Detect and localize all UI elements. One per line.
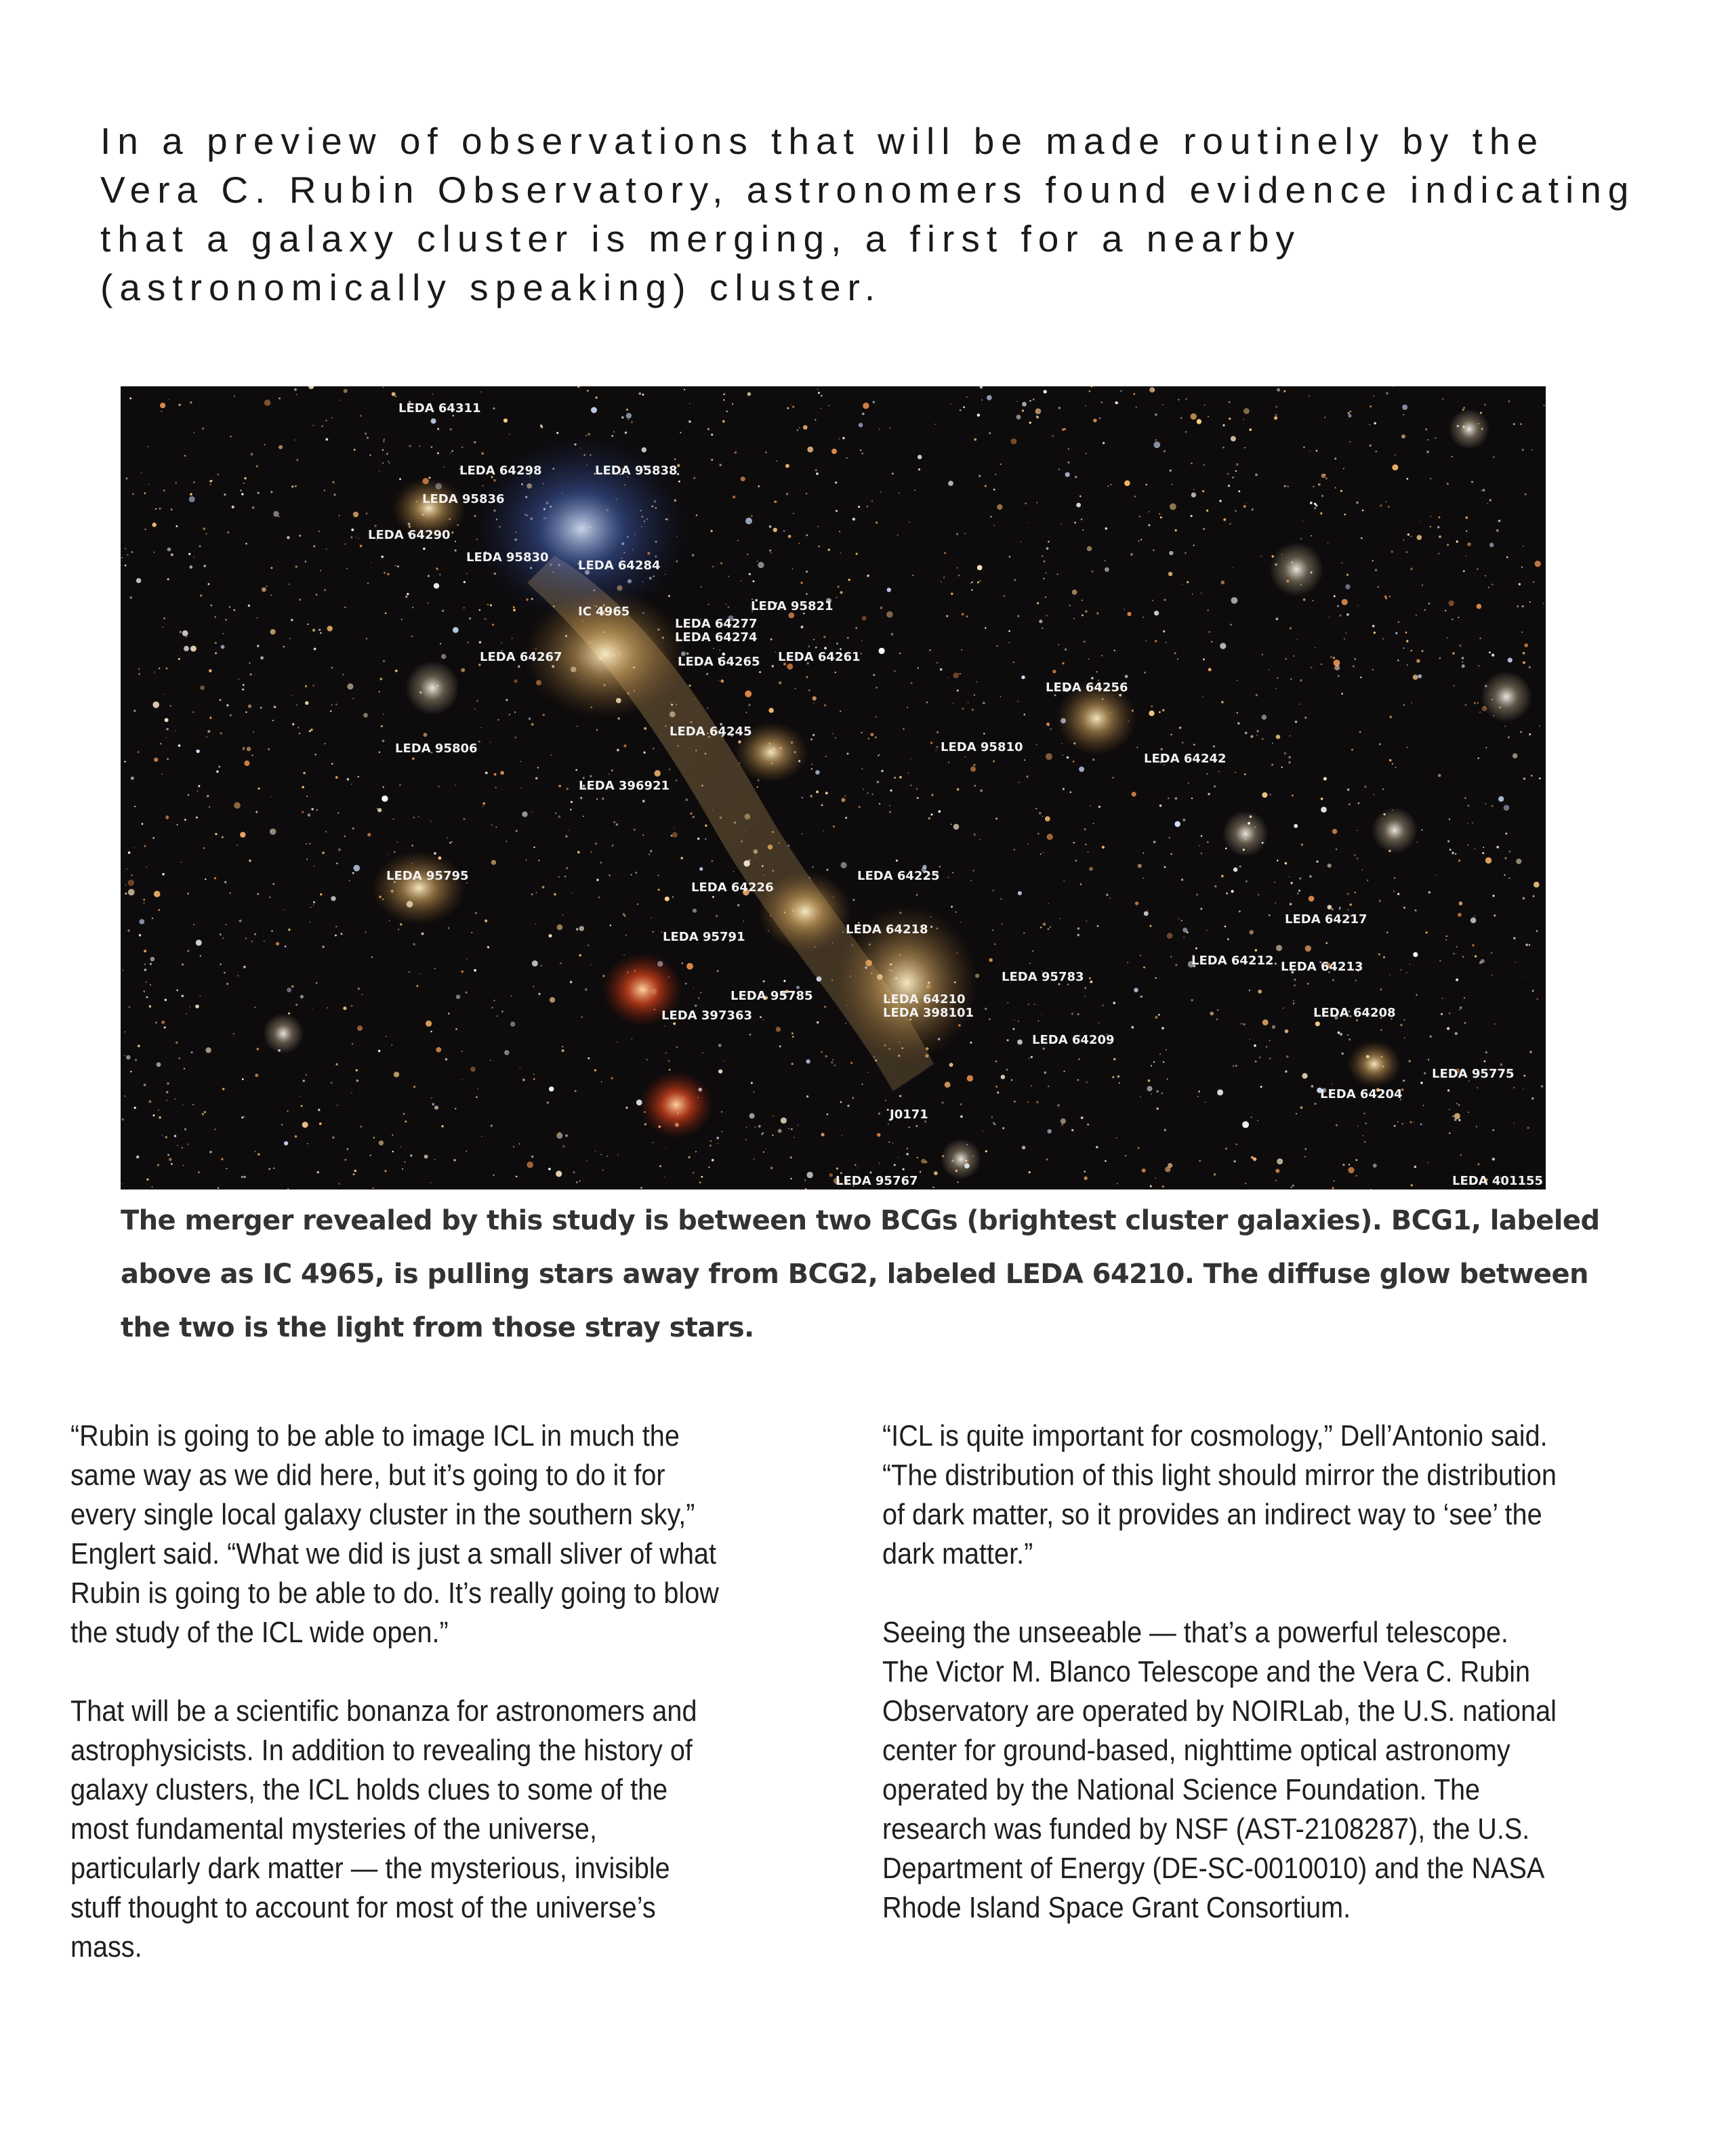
galaxy-cluster-image (121, 386, 1546, 1189)
galaxy-label: LEDA 95785 (731, 989, 813, 1003)
galaxy-label: LEDA 95775 (1432, 1067, 1515, 1081)
intro-line: (astronomically speaking) cluster. (100, 266, 882, 308)
galaxy-label: LEDA 95767 (836, 1174, 918, 1188)
paragraph (882, 1417, 1695, 1574)
galaxy-label: LEDA 95795 (386, 869, 469, 883)
text-line: “ICL is quite important for cosmology,” Dell’Antonio said. (882, 1419, 1548, 1452)
text-line: the study of the ICL wide open.” (70, 1616, 449, 1649)
text-line: center for ground-based, nighttime optical astronomy (882, 1734, 1510, 1767)
text-line: astrophysicists. In addition to revealing the history of (70, 1734, 693, 1767)
galaxy-label: LEDA 95783 (1002, 970, 1084, 984)
galaxy-label: LEDA 64218 (846, 922, 928, 937)
text-line: stuff thought to account for most of the universe’s (70, 1891, 656, 1924)
text-line: That will be a scientific bonanza for astronomers and (70, 1694, 697, 1728)
galaxy-label: LEDA 398101 (883, 1006, 974, 1020)
text-line: of dark matter, so it provides an indirect way to ‘see’ the (882, 1498, 1542, 1531)
caption-line: above as IC 4965, is pulling stars away from BCG2, labeled LEDA 64210. The diffuse glow between (121, 1259, 1588, 1290)
bright-star (1481, 671, 1532, 723)
galaxy-label: IC 4965 (578, 605, 630, 619)
right-column (882, 1417, 1695, 1928)
galaxy-label: LEDA 64245 (670, 725, 752, 739)
galaxy-label: LEDA 64217 (1285, 912, 1367, 927)
text-line: Seeing the unseeable — that’s a powerful telescope. (882, 1616, 1508, 1649)
galaxy-label: LEDA 64210 (883, 992, 966, 1006)
galaxy-label: LEDA 64265 (678, 655, 760, 669)
bright-star (1449, 409, 1489, 449)
text-line: “Rubin is going to be able to image ICL in much the (70, 1419, 680, 1452)
galaxy-label: LEDA 95838 (595, 464, 678, 478)
galaxy-label: LEDA 401155 (1452, 1174, 1544, 1188)
figure-caption (121, 1194, 1611, 1355)
text-line: galaxy clusters, the ICL holds clues to some of the (70, 1773, 668, 1806)
text-line: Rhode Island Space Grant Consortium. (882, 1891, 1351, 1924)
intro-line: that a galaxy cluster is merging, a first for a nearby (100, 218, 1301, 260)
text-line: “The distribution of this light should mirror the distribution (882, 1459, 1557, 1492)
text-line: particularly dark matter — the mysterious, invisible (70, 1852, 670, 1885)
galaxy-label: J0171 (890, 1107, 928, 1122)
bright-star (263, 1013, 304, 1054)
galaxy-label: LEDA 64225 (857, 869, 940, 883)
text-line: operated by the National Science Foundation. The (882, 1773, 1481, 1806)
galaxy-label: LEDA 95830 (466, 550, 549, 565)
intro-paragraph (100, 117, 1659, 312)
galaxy-label: LEDA 64311 (398, 401, 481, 415)
galaxy-label: LEDA 64204 (1320, 1087, 1403, 1101)
text-line: dark matter.” (882, 1537, 1033, 1570)
galaxy-label: LEDA 64261 (778, 650, 861, 664)
galaxy-label: LEDA 64290 (368, 528, 451, 542)
galaxy-label: LEDA 64208 (1313, 1006, 1396, 1020)
galaxy-label: LEDA 64274 (675, 630, 758, 645)
text-line: same way as we did here, but it’s going to do it for (70, 1459, 665, 1492)
galaxy-label: LEDA 64213 (1281, 960, 1363, 974)
galaxy-label: LEDA 64298 (459, 464, 542, 478)
text-line: Englert said. “What we did is just a small sliver of what (70, 1537, 716, 1570)
galaxy-label: LEDA 64284 (578, 558, 661, 573)
galaxy-label: LEDA 64256 (1046, 680, 1128, 695)
bright-star (1269, 542, 1323, 596)
caption-line: the two is the light from those stray stars. (121, 1312, 754, 1343)
paragraph (70, 1417, 857, 1652)
galaxy-label: LEDA 396921 (579, 779, 670, 793)
galaxy-label: LEDA 64209 (1032, 1033, 1115, 1047)
bright-star (1372, 807, 1418, 853)
text-line: most fundamental mysteries of the universe, (70, 1812, 597, 1846)
galaxy-label: LEDA 397363 (661, 1009, 753, 1023)
text-line: research was funded by NSF (AST-2108287), the U.S. (882, 1812, 1530, 1846)
text-line: every single local galaxy cluster in the southern sky,” (70, 1498, 695, 1531)
galaxy-label: LEDA 64242 (1144, 752, 1227, 766)
text-line: mass. (70, 1930, 142, 1964)
galaxy-glow (371, 851, 466, 925)
galaxy-cluster-svg (121, 386, 1546, 1189)
galaxy-glow (1347, 1040, 1401, 1088)
galaxy-label: LEDA 64212 (1191, 954, 1274, 968)
text-line: The Victor M. Blanco Telescope and the Vera C. Rubin (882, 1655, 1531, 1688)
galaxy-label: LEDA 95810 (941, 740, 1023, 754)
caption-line: The merger revealed by this study is between two BCGs (brightest cluster galaxies). BCG1, labeled (121, 1205, 1600, 1236)
text-line: Rubin is going to be able to do. It’s really going to blow (70, 1577, 719, 1610)
intro-line: In a preview of observations that will be made routinely by the (100, 120, 1545, 162)
intro-line: Vera C. Rubin Observatory, astronomers found evidence indicating (100, 169, 1636, 211)
paragraph (882, 1613, 1695, 1928)
galaxy-label: LEDA 95821 (751, 599, 834, 613)
red-star-glow (639, 1071, 714, 1139)
paragraph (70, 1692, 857, 1967)
bright-star (941, 1139, 981, 1179)
galaxy-label: LEDA 95806 (395, 741, 478, 756)
bright-star (405, 661, 459, 715)
galaxy-label: LEDA 95791 (663, 930, 745, 944)
galaxy-label: LEDA 95836 (422, 492, 505, 506)
text-line: Department of Energy (DE-SC-0010010) and the NASA (882, 1852, 1545, 1885)
left-column (70, 1417, 857, 1967)
galaxy-label: LEDA 64277 (675, 617, 758, 631)
text-line: Observatory are operated by NOIRLab, the U.S. national (882, 1694, 1557, 1728)
bright-star (1222, 811, 1269, 857)
galaxy-label: LEDA 64226 (691, 880, 774, 895)
galaxy-label: LEDA 64267 (480, 650, 562, 664)
